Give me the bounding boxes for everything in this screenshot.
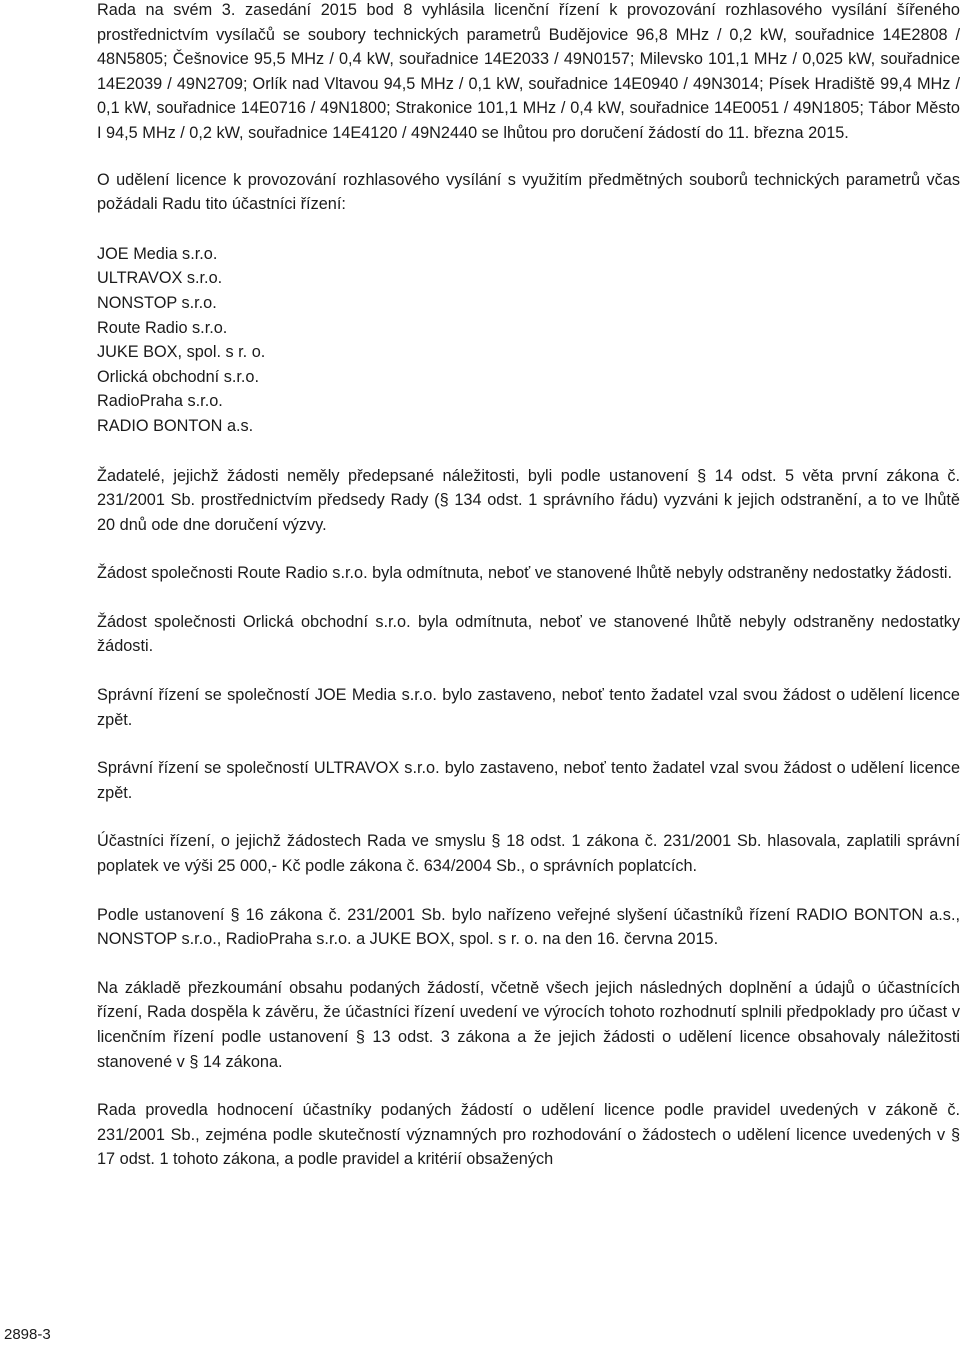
paragraph-deficiencies: Žadatelé, jejichž žádosti neměly předepsané náležitosti, byli podle ustanovení § 14 odst. 5 věta první zákona č. 231/2001 Sb. prostřednictvím předsedy Rady (§ 134 odst. 1 správního řádu) vyzváni k jejich odstranění, a to ve lhůtě 20 dnů ode dne doručení výzvy.: [97, 466, 960, 534]
paragraph-joe-media-withdrawn: Správní řízení se společností JOE Media s.r.o. bylo zastaveno, neboť tento žadatel vzal svou žádost o udělení licence zpět.: [97, 686, 960, 729]
list-item: Orlická obchodní s.r.o.: [97, 367, 259, 386]
spacer: [97, 659, 960, 683]
paragraph-orlicka-rejected: Žádost společnosti Orlická obchodní s.r.o. byla odmítnuta, neboť ve stanovené lhůtě nebyly odstraněny nedostatky žádosti.: [97, 612, 960, 656]
paragraph-ultravox-withdrawn: Správní řízení se společností ULTRAVOX s.r.o. bylo zastaveno, neboť tento žadatel vzal svou žádost o udělení licence zpět.: [97, 759, 960, 802]
list-item: RadioPraha s.r.o.: [97, 392, 223, 411]
paragraph-evaluation: Rada provedla hodnocení účastníky podaných žádostí o udělení licence podle pravidel uvedených v zákoně č. 231/2001 Sb., zejména podle skutečností významných pro rozhodování o žádostech o udělení licence uvedených v § 17 odst. 1 tohoto zákona, a podle pravidel a kritérií obsažených: [97, 1101, 960, 1169]
paragraph-public-hearing: Podle ustanovení § 16 zákona č. 231/2001 Sb. bylo nařízeno veřejné slyšení účastníků řízení RADIO BONTON a.s., NONSTOP s.r.o., RadioPraha s.r.o. a JUKE BOX, spol. s r. o. na den 16. června 2015.: [97, 905, 960, 949]
spacer: [97, 805, 960, 829]
applicants-list: [97, 242, 960, 439]
spacer: [97, 732, 960, 756]
page-code: 2898-3: [4, 1326, 51, 1343]
document-page: [97, 0, 960, 1172]
spacer: [97, 439, 960, 464]
paragraph-review-conclusion: Na základě přezkoumání obsahu podaných žádostí, včetně všech jejich následných doplnění a údajů o účastnících řízení, Rada dospěla k závěru, že účastníci řízení uvedení ve výrocích tohoto rozhodnutí splnili předpoklady pro účast v licenčním řízení podle ustanovení § 13 odst. 3 zákona a že jejich žádosti o udělení licence obsahovaly náležitosti stanovené v § 14 zákona.: [97, 978, 960, 1071]
paragraph-route-radio-rejected: Žádost společnosti Route Radio s.r.o. byla odmítnuta, neboť ve stanovené lhůtě nebyly odstraněny nedostatky žádosti.: [97, 564, 953, 583]
list-item: Route Radio s.r.o.: [97, 318, 228, 337]
list-item: JOE Media s.r.o.: [97, 244, 218, 263]
spacer: [97, 879, 960, 903]
list-item: NONSTOP s.r.o.: [97, 293, 217, 312]
spacer: [97, 586, 960, 610]
list-item: JUKE BOX, spol. s r. o.: [97, 343, 266, 362]
spacer: [97, 952, 960, 976]
paragraph-applicants-intro: O udělení licence k provozování rozhlasového vysílání s využitím předmětných souborů technických parametrů včas požádali Radu tito účastníci řízení:: [97, 170, 960, 214]
spacer: [97, 217, 960, 242]
list-item: RADIO BONTON a.s.: [97, 416, 254, 435]
paragraph-announcement: Rada na svém 3. zasedání 2015 bod 8 vyhlásila licenční řízení k provozování rozhlasového vysílání šířeného prostřednictvím vysílačů se soubory technických parametrů Budějovice 96,8 MHz / 0,2 kW, souřadnice 14E2808 / 48N5805; Češnovice 95,5 MHz / 0,4 kW, souřadnice 14E2033 / 49N0157; Milevsko 101,1 MHz / 0,025 kW, souřadnice 14E2039 / 49N2709; Orlík nad Vltavou 94,5 MHz / 0,1 kW, souřadnice 14E0940 / 49N3014; Písek Hradiště 99,4 MHz / 0,1 kW, souřadnice 14E0716 / 49N1800; Strakonice 101,1 MHz / 0,4 kW, souřadnice 14E0051 / 49N1805; Tábor Město I 94,5 MHz / 0,2 kW, souřadnice 14E4120 / 49N2440 se lhůtou pro doručení žádostí do 11. března 2015.: [97, 1, 960, 142]
list-item: ULTRAVOX s.r.o.: [97, 269, 223, 288]
paragraph-fee-paid: Účastníci řízení, o jejichž žádostech Rada ve smyslu § 18 odst. 1 zákona č. 231/2001 Sb. hlasovala, zaplatili správní poplatek ve výši 25 000,- Kč podle zákona č. 634/2004 Sb., o správních poplatcích.: [97, 832, 960, 876]
spacer: [97, 537, 960, 561]
spacer: [97, 146, 960, 168]
spacer: [97, 1074, 960, 1098]
